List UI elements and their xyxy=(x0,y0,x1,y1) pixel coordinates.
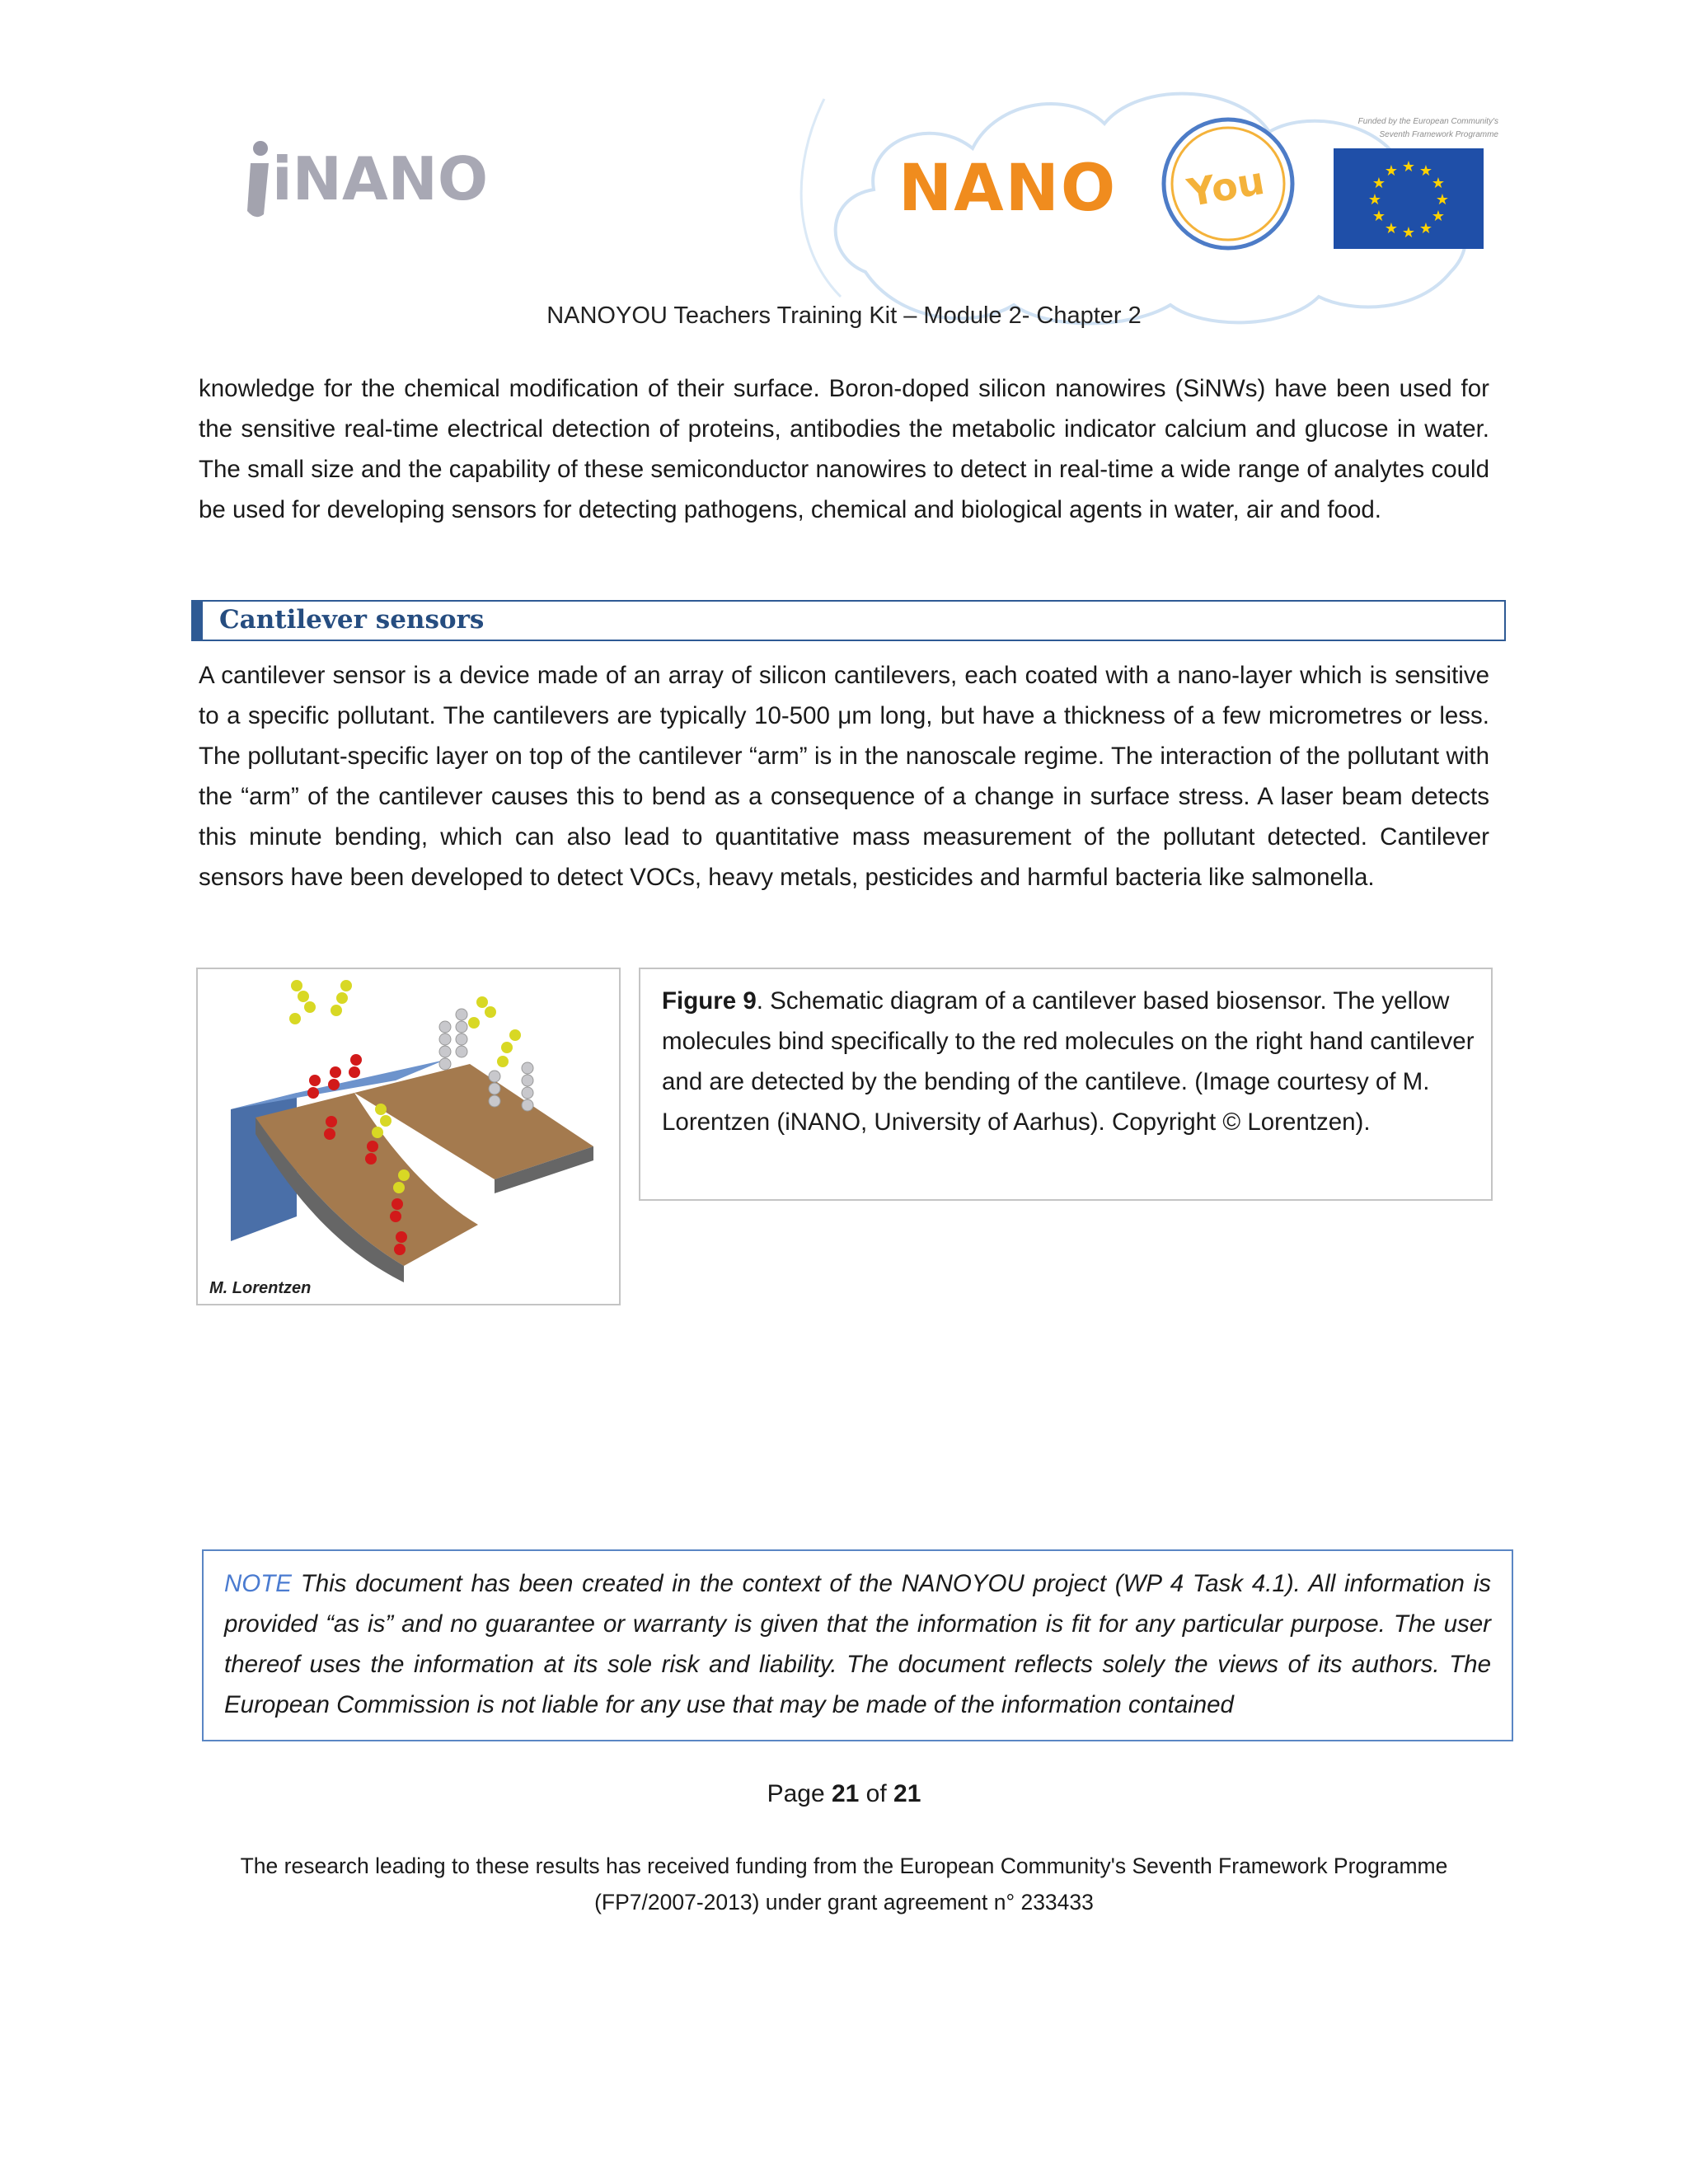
cantilever-diagram xyxy=(198,969,619,1304)
figure-caption-text: . Schematic diagram of a cantilever based biosensor. The yellow molecules bind specifically to the red molecules on the right hand cantilever and are detected by the bending of the cantileve. (Image courtesy of M. Lorentzen (iNANO, University of Aarhus). Copyright © Lorentzen). xyxy=(662,987,1475,1136)
svg-text:★: ★ xyxy=(1431,175,1446,192)
svg-text:★: ★ xyxy=(1401,224,1416,241)
svg-text:★: ★ xyxy=(1372,175,1386,192)
svg-text:★: ★ xyxy=(1384,220,1399,237)
svg-text:★: ★ xyxy=(1367,191,1382,209)
figure-caption xyxy=(662,981,1478,1142)
eu-flag-icon xyxy=(1334,148,1484,249)
funding-statement xyxy=(0,1848,1688,1920)
body-paragraph: A cantilever sensor is a device made of an array of silicon cantilevers, each coated with a nano-layer which is sensitive to a specific pollutant. The cantilevers are typically 10-500 μm long, but have a thickness of a few micrometres or less. The pollutant-specific layer on top of the cantilever “arm” is in the nanoscale regime. The interaction of the pollutant with the “arm” of the cantilever causes this to bend as a consequence of a change in surface stress. A laser beam detects this minute bending, which can also lead to quantitative mass measurement of the pollutant detected. Cantilever sensors have been developed to detect VOCs, heavy metals, pesticides and harmful bacteria like salmonella. xyxy=(199,662,1489,891)
page-number: Page 21 of 21 xyxy=(767,1780,921,1807)
funding-line-1: The research leading to these results has received funding from the European Community's Seventh Framework Programme xyxy=(240,1854,1448,1878)
body-paragraph: knowledge for the chemical modification of their surface. Boron-doped silicon nanowires (SiNWs) have been used for the sensitive real-time electrical detection of proteins, antibodies the metabolic indicator calcium and glucose in water. The small size and the capability of these semiconductor nanowires to detect in real-time a wide range of analytes could be used for developing sensors for detecting pathogens, chemical and biological agents in water, air and food. xyxy=(199,375,1489,523)
svg-text:★: ★ xyxy=(1401,158,1416,176)
svg-text:★: ★ xyxy=(1435,191,1450,209)
figure-image xyxy=(196,968,621,1305)
svg-text:★: ★ xyxy=(1431,208,1446,225)
inano-logo xyxy=(239,124,511,231)
nanoyou-logo xyxy=(890,107,1302,264)
section-heading-text: Cantilever sensors xyxy=(219,605,485,635)
svg-text:NANO: NANO xyxy=(898,152,1118,226)
svg-text:★: ★ xyxy=(1418,162,1433,180)
svg-text:★: ★ xyxy=(1418,220,1433,237)
svg-text:★: ★ xyxy=(1372,208,1386,225)
section-heading xyxy=(191,600,1506,641)
svg-text:You: You xyxy=(1184,157,1268,216)
inano-logo-text: iNANO xyxy=(272,144,489,213)
figure-credit: M. Lorentzen xyxy=(209,1279,312,1297)
figure-caption-box xyxy=(639,968,1493,1201)
note-label: NOTE xyxy=(224,1570,292,1597)
figure-caption-label: Figure 9 xyxy=(662,987,757,1015)
disclaimer-note xyxy=(202,1549,1513,1741)
note-body: This document has been created in the context of the NANOYOU project (WP 4 Task 4.1). All information is provided “as is” and no guarantee or warranty is given that the information is fit for any particular purpose. The user thereof uses the information at its sole risk and liability. The document reflects solely the views of its authors. The European Commission is not liable for any use that may be made of the information contained xyxy=(224,1570,1491,1718)
disclaimer-text xyxy=(224,1563,1491,1725)
svg-text:★: ★ xyxy=(1384,162,1399,180)
funding-line-2: (FP7/2007-2013) under grant agreement n° 233433 xyxy=(594,1890,1094,1915)
eu-funding-caption: Funded by the European Community's Seventh Framework Programme xyxy=(1357,117,1498,139)
running-header: NANOYOU Teachers Training Kit – Module 2- Chapter 2 xyxy=(546,302,1142,329)
